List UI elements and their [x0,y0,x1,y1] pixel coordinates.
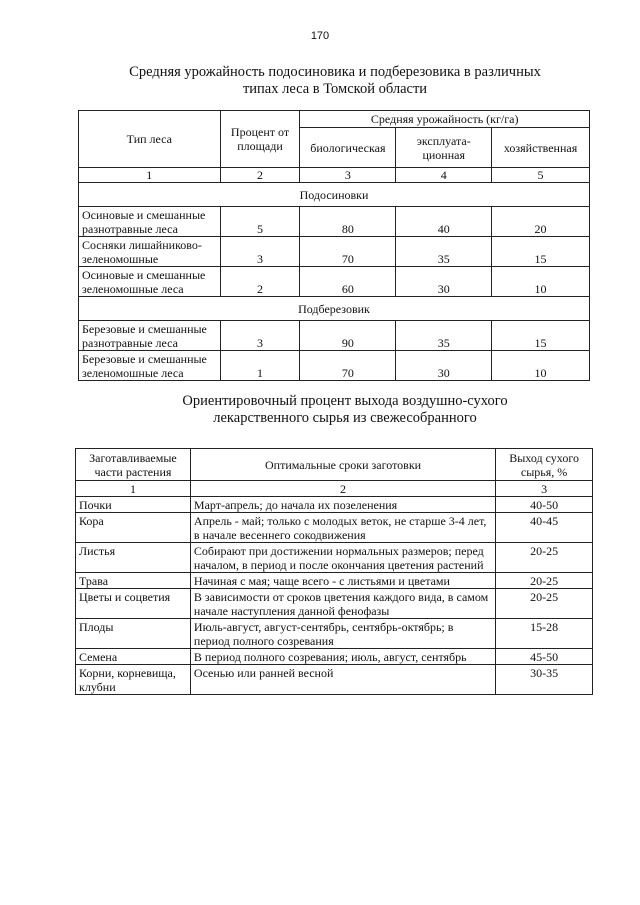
header-area-percent: Процент от площади [220,111,300,168]
harvest-term-cell: Апрель - май; только с молодых веток, не старше 3-4 лет, в начале весеннего сокодвижения [190,513,495,543]
forest-type-cell: Сосняки лишайниково-зеленомошные [79,237,221,267]
econ-cell: 10 [492,351,590,381]
bio-cell: 70 [300,237,396,267]
header-economic: хозяйственная [492,128,590,168]
table-row [76,619,593,649]
table-row [76,665,593,695]
dry-yield-cell: 20-25 [496,589,593,619]
col-index: 3 [300,168,396,183]
forest-type-cell: Осиновые и смешанные разнотравные леса [79,207,221,237]
table-row [76,573,593,589]
table2-title-line1: Ориентировочный процент выхода воздушно-сухого [182,393,508,409]
econ-cell: 15 [492,237,590,267]
forest-type-cell: Березовые и смешанные разнотравные леса [79,321,221,351]
expl-cell: 35 [396,321,492,351]
forest-type-cell: Осиновые и смешанные зеленомошные леса [79,267,221,297]
plant-part-cell: Листья [76,543,191,573]
percent-cell: 2 [220,267,300,297]
raw-material-table [75,448,593,695]
harvest-term-cell: Собирают при достижении нормальных размеров; перед началом, в период и после окончания цветения растений [190,543,495,573]
percent-cell: 5 [220,207,300,237]
plant-part-cell: Цветы и соцветия [76,589,191,619]
header-dry-yield: Выход сухого сырья, % [496,449,593,481]
table-row [76,497,593,513]
header-harvest-terms: Оптимальные сроки заготовки [190,449,495,481]
page-number: 170 [310,30,330,42]
col-index: 3 [496,481,593,497]
econ-cell: 15 [492,321,590,351]
harvest-term-cell: Осенью или ранней весной [190,665,495,695]
section-title: Подосиновки [79,183,590,207]
forest-type-cell: Березовые и смешанные зеленомошные леса [79,351,221,381]
plant-part-cell: Почки [76,497,191,513]
expl-cell: 30 [396,351,492,381]
table2-title [70,393,620,427]
bio-cell: 90 [300,321,396,351]
header-plant-parts: Заготавливаемые части растения [76,449,191,481]
table1-title-line1: Средняя урожайность подосиновика и подберезовика в различных [129,64,541,80]
plant-part-cell: Семена [76,649,191,665]
expl-cell: 30 [396,267,492,297]
econ-cell: 20 [492,207,590,237]
yield-table [78,110,590,381]
dry-yield-cell: 15-28 [496,619,593,649]
expl-cell: 35 [396,237,492,267]
table-row [76,589,593,619]
econ-cell: 10 [492,267,590,297]
table1-title [60,64,610,98]
header-yield-group: Средняя урожайность (кг/га) [300,111,590,128]
col-index: 2 [190,481,495,497]
header-biological: биологическая [300,128,396,168]
col-index: 2 [220,168,300,183]
header-exploitation: эксплуата-ционная [396,128,492,168]
harvest-term-cell: Июль-август, август-сентябрь, сентябрь-октябрь; в период полного созревания [190,619,495,649]
harvest-term-cell: В зависимости от сроков цветения каждого вида, в самом начале наступления данной фенофазы [190,589,495,619]
plant-part-cell: Корни, корневища, клубни [76,665,191,695]
table2-title-line2: лекарственного сырья из свежесобранного [213,410,477,426]
harvest-term-cell: Начиная с мая; чаще всего - с листьями и цветами [190,573,495,589]
bio-cell: 80 [300,207,396,237]
plant-part-cell: Кора [76,513,191,543]
harvest-term-cell: Март-апрель; до начала их позеленения [190,497,495,513]
percent-cell: 3 [220,321,300,351]
col-index: 1 [76,481,191,497]
percent-cell: 3 [220,237,300,267]
header-forest-type: Тип леса [79,111,221,168]
dry-yield-cell: 40-50 [496,497,593,513]
table-row [76,513,593,543]
table-row [76,543,593,573]
table1-title-line2: типах леса в Томской области [242,81,428,97]
plant-part-cell: Плоды [76,619,191,649]
col-index: 4 [396,168,492,183]
plant-part-cell: Трава [76,573,191,589]
bio-cell: 70 [300,351,396,381]
dry-yield-cell: 30-35 [496,665,593,695]
dry-yield-cell: 45-50 [496,649,593,665]
table-row [76,649,593,665]
dry-yield-cell: 40-45 [496,513,593,543]
col-index: 1 [79,168,221,183]
section-title: Подберезовик [79,297,590,321]
percent-cell: 1 [220,351,300,381]
bio-cell: 60 [300,267,396,297]
dry-yield-cell: 20-25 [496,543,593,573]
expl-cell: 40 [396,207,492,237]
dry-yield-cell: 20-25 [496,573,593,589]
col-index: 5 [492,168,590,183]
harvest-term-cell: В период полного созревания; июль, август, сентябрь [190,649,495,665]
